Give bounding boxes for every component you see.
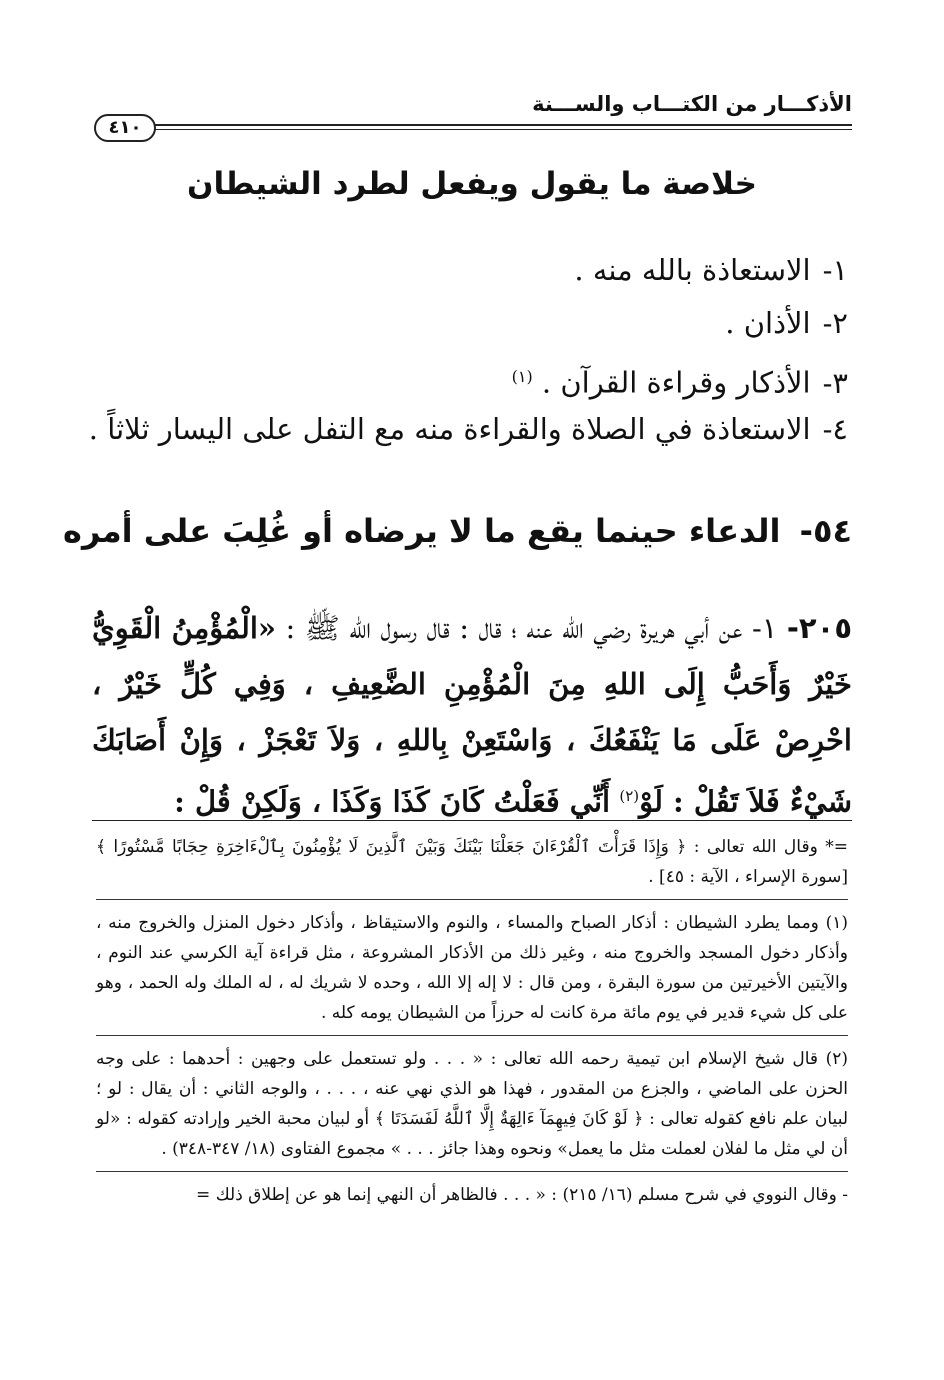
footnote-2-continuation: - وقال النووي في شرح مسلم (١٦/ ٢١٥) : « . . . فالظاهر أن النهي إنما هو عن إطلاق ذلك = [196,1185,848,1205]
footnote-separator [96,1171,848,1172]
page-header [92,92,852,136]
footnote-1: (١) ومما يطرد الشيطان : أذكار الصباح والمساء ، والنوم والاستيقاظ ، وأذكار دخول المنزل والخروج منه ، وأذكار دخول المسجد والخروج منه ، وغير ذلك من الأذكار المشروعة ، مثل قراءة آية الكرسي عند النوم ، والآيتين الأخيرتين من سورة البقرة ، ومن قال : لا إله إلا الله ، وحده لا شريك له ، له الملك وله الحمد ، وهو على كل شيء قدير في يوم مائة مرة كانت له حرزاً من الشيطان يومه كله . [96,913,848,1023]
list-item-number: ١- [822,253,848,287]
footnote-marker[interactable]: (١) [511,367,533,386]
footnotes [96,832,848,1217]
hadith-quote-rest: أَنِّي فَعَلْتُ كَانَ كَذَا وَكَذَا ، وَلَكِنْ قُلْ : [174,784,611,819]
hadith-quote: «الْمُؤْمِنُ الْقَوِيُّ خَيْرٌ وَأَحَبُّ إِلَى اللهِ مِنَ الْمُؤْمِنِ الضَّعِيفِ ، وَفِي كُلٍّ خَيْرٌ ، احْرِصْ عَلَى مَا يَنْفَعُكَ ، وَاسْتَعِنْ بِاللهِ ، وَلاَ تَعْجَزْ ، وَإِنْ أَصَابَكَ شَيْءٌ فَلاَ تَقُلْ : لَوْ [92,611,852,819]
chapter-heading [63,512,852,550]
footnote-marker[interactable]: (٢) [619,787,640,805]
list-item-text: الأذكار وقراءة القرآن . [541,365,811,400]
hadith-text [92,600,852,830]
header-rule-thin [154,129,852,130]
hadith-sub-number: ١- [751,611,778,645]
list-item-text: الاستعاذة في الصلاة والقراءة منه مع التفل على اليسار ثلاثاً . [88,412,811,446]
list-item-number: ٣- [822,365,848,400]
list-item-number: ٤- [822,412,848,446]
footnote-separator [96,1035,848,1036]
running-title: الأذكـــار من الكتـــاب والســـنة [532,92,852,116]
list-item [92,354,848,407]
list-item [92,301,848,354]
footnote-divider [92,820,852,821]
header-rule [154,124,852,126]
footnote-continuation: =* وقال الله تعالى : ﴿ وَإِذَا قَرَأْتَ ٱلْقُرْءَانَ جَعَلْنَا بَيْنَكَ وَبَيْنَ ٱلَّذِينَ لَا يُؤْمِنُونَ بِٱلْءَاخِرَةِ حِجَابًا مَّسْتُورًا ﴾ [سورة الإسراء ، الآية : ٤٥] . [96,837,848,887]
list-item [92,248,848,301]
hadith-number: ٢٠٥- [786,611,853,645]
list-item [88,407,848,460]
footnote-2: (٢) قال شيخ الإسلام ابن تيمية رحمه الله تعالى : « . . . ولو تستعمل على وجهين : أحدهما : على وجه الحزن على الماضي ، والجزع من المقدور ، فهذا هو الذي نهي عنه ، . . . ، والوجه الثاني : أن يقال : لو ؛ لبيان علم نافع كقوله تعالى : ﴿ لَوْ كَانَ فِيهِمَآ ءَالِهَةٌ إِلَّا ٱللَّهُ لَفَسَدَتَا ﴾ أو لبيان محبة الخير وإرادته كقوله : «لو أن لي مثل ما لفلان لعملت مثل ما يعمل» ونحوه وهذا جائز . . . » مجموع الفتاوى (١٨/ ٣٤٧-٣٤٨) . [96,1049,848,1159]
chapter-title: الدعاء حينما يقع ما لا يرضاه أو غُلِبَ على أمره [63,512,781,550]
summary-list [88,248,848,460]
list-item-text: الاستعاذة بالله منه . [574,253,811,287]
summary-title: خلاصة ما يقول ويفعل لطرد الشيطان [187,166,757,202]
page-number: ٤١٠ [94,114,156,142]
list-item-number: ٢- [822,306,848,340]
list-item-text: الأذان . [725,306,811,340]
hadith-intro: عن أبي هريرة رضي الله عنه ؛ قال : قال رسول الله ﷺ : [285,611,743,645]
chapter-number: ٥٤- [799,512,852,550]
footnote-separator [96,899,848,900]
